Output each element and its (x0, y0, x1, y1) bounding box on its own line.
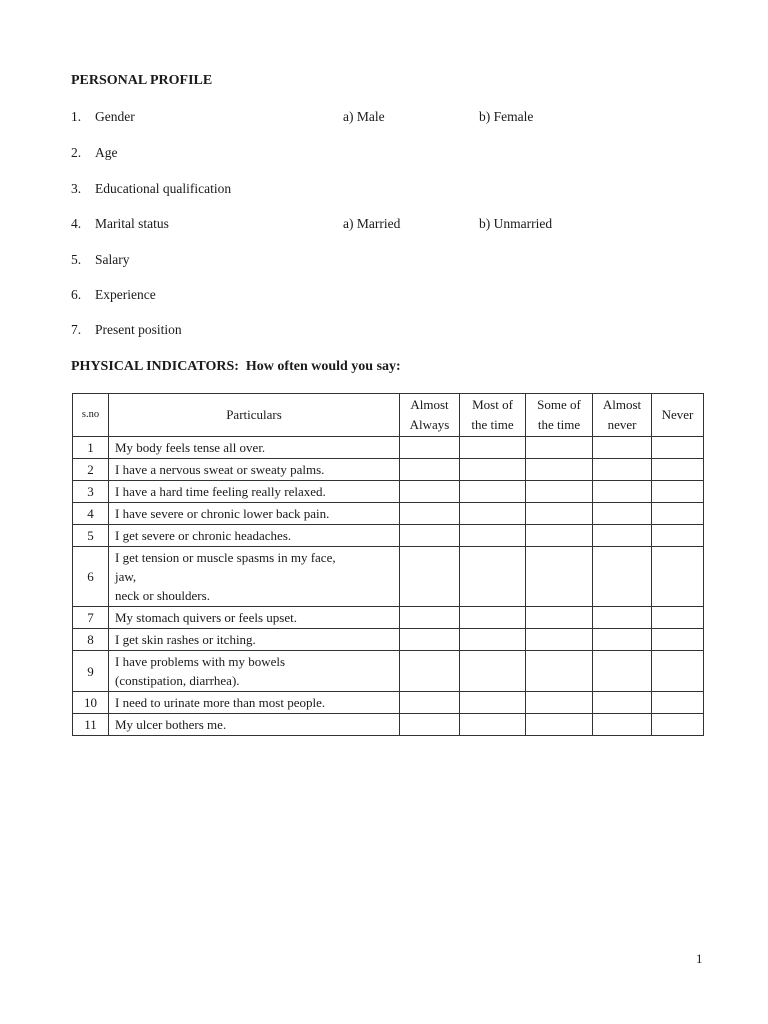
cell-some-of-the-time[interactable] (526, 503, 593, 525)
row-particular (109, 692, 400, 714)
cell-some-of-the-time[interactable] (526, 547, 593, 607)
header-almost-always (400, 394, 460, 437)
question-label: Experience (95, 287, 156, 302)
cell-some-of-the-time[interactable] (526, 651, 593, 692)
cell-almost-always[interactable] (400, 692, 460, 714)
cell-never[interactable] (652, 692, 704, 714)
row-particular (109, 481, 400, 503)
cell-almost-never[interactable] (593, 437, 652, 459)
cell-some-of-the-time[interactable] (526, 629, 593, 651)
row-particular (109, 459, 400, 481)
cell-almost-never[interactable] (593, 459, 652, 481)
cell-almost-always[interactable] (400, 503, 460, 525)
cell-most-of-the-time[interactable] (460, 651, 526, 692)
row-particular (109, 547, 400, 607)
cell-most-of-the-time[interactable] (460, 437, 526, 459)
question-age (0, 145, 768, 161)
particular-line: I have a nervous sweat or sweaty palms. (115, 462, 325, 477)
particular-line: I have a hard time feeling really relaxed. (115, 484, 326, 499)
header-line: never (607, 417, 637, 432)
page-number: 1 (696, 951, 703, 966)
header-sno: s.no (73, 394, 109, 437)
question-salary (0, 252, 768, 268)
cell-never[interactable] (652, 714, 704, 736)
header-most-of-the-time (460, 394, 526, 437)
option-married[interactable]: a) Married (343, 216, 401, 231)
header-particulars: Particulars (109, 394, 400, 437)
table-row (73, 651, 704, 692)
header-never: Never (652, 394, 704, 437)
row-number: 9 (73, 651, 109, 692)
particular-line: I get tension or muscle spasms in my face, (115, 550, 336, 565)
cell-almost-never[interactable] (593, 629, 652, 651)
cell-most-of-the-time[interactable] (460, 629, 526, 651)
row-number: 8 (73, 629, 109, 651)
question-number: 7. (71, 322, 82, 337)
cell-never[interactable] (652, 547, 704, 607)
row-particular (109, 714, 400, 736)
cell-most-of-the-time[interactable] (460, 607, 526, 629)
cell-almost-always[interactable] (400, 629, 460, 651)
header-line: the time (471, 417, 514, 432)
question-number: 2. (71, 145, 82, 160)
physical-indicators-heading (71, 359, 401, 375)
cell-some-of-the-time[interactable] (526, 714, 593, 736)
particular-line: I have severe or chronic lower back pain. (115, 506, 330, 521)
cell-some-of-the-time[interactable] (526, 481, 593, 503)
row-particular (109, 651, 400, 692)
row-number: 7 (73, 607, 109, 629)
cell-never[interactable] (652, 607, 704, 629)
question-experience (0, 287, 768, 303)
cell-almost-always[interactable] (400, 714, 460, 736)
header-line: Most of (472, 397, 513, 412)
particular-line: jaw, (115, 569, 137, 584)
table-row (73, 629, 704, 651)
row-number: 10 (73, 692, 109, 714)
particular-line: My ulcer bothers me. (115, 717, 227, 732)
table-row (73, 692, 704, 714)
cell-most-of-the-time[interactable] (460, 692, 526, 714)
row-particular (109, 607, 400, 629)
cell-some-of-the-time[interactable] (526, 459, 593, 481)
cell-almost-never[interactable] (593, 692, 652, 714)
header-line: Always (409, 417, 450, 432)
row-number: 11 (73, 714, 109, 736)
cell-almost-always[interactable] (400, 525, 460, 547)
row-particular (109, 437, 400, 459)
table-row (73, 503, 704, 525)
question-label: Educational qualification (95, 181, 232, 196)
table-row (73, 607, 704, 629)
row-particular (109, 629, 400, 651)
row-number: 2 (73, 459, 109, 481)
row-particular (109, 503, 400, 525)
question-number: 6. (71, 287, 82, 302)
cell-some-of-the-time[interactable] (526, 692, 593, 714)
particular-line: I get skin rashes or itching. (115, 632, 256, 647)
cell-some-of-the-time[interactable] (526, 437, 593, 459)
table-row (73, 481, 704, 503)
table-row (73, 547, 704, 607)
question-number: 1. (71, 109, 82, 124)
row-number: 3 (73, 481, 109, 503)
cell-almost-always[interactable] (400, 437, 460, 459)
cell-some-of-the-time[interactable] (526, 607, 593, 629)
particular-line: (constipation, diarrhea). (115, 673, 240, 688)
question-label: Salary (95, 252, 130, 267)
row-particular (109, 525, 400, 547)
cell-never[interactable] (652, 651, 704, 692)
section-title: PHYSICAL INDICATORS: (71, 359, 239, 374)
option-female[interactable]: b) Female (479, 109, 534, 124)
question-number: 3. (71, 181, 82, 196)
table-row (73, 525, 704, 547)
cell-most-of-the-time[interactable] (460, 481, 526, 503)
particular-line: neck or shoulders. (115, 588, 210, 603)
question-label: Marital status (95, 216, 169, 231)
question-education (0, 181, 768, 197)
header-some-of-the-time (526, 394, 593, 437)
cell-some-of-the-time[interactable] (526, 525, 593, 547)
physical-indicators-table (72, 393, 704, 736)
particular-line: My body feels tense all over. (115, 440, 266, 455)
cell-almost-never[interactable] (593, 547, 652, 607)
question-gender (0, 109, 768, 125)
table-row (73, 459, 704, 481)
row-number: 4 (73, 503, 109, 525)
table-row (73, 437, 704, 459)
cell-never[interactable] (652, 525, 704, 547)
table-header-row (73, 394, 704, 437)
cell-almost-always[interactable] (400, 547, 460, 607)
particular-line: I need to urinate more than most people. (115, 695, 326, 710)
cell-almost-always[interactable] (400, 651, 460, 692)
question-label: Gender (95, 109, 135, 124)
header-line: the time (537, 417, 581, 432)
header-almost-never (593, 394, 652, 437)
cell-never[interactable] (652, 437, 704, 459)
question-marital-status (0, 216, 768, 232)
table-row (73, 714, 704, 736)
cell-almost-never[interactable] (593, 651, 652, 692)
cell-never[interactable] (652, 503, 704, 525)
row-number: 1 (73, 437, 109, 459)
cell-almost-always[interactable] (400, 481, 460, 503)
cell-never[interactable] (652, 459, 704, 481)
section-subtitle: How often would you say: (245, 359, 401, 374)
question-label: Age (95, 145, 118, 160)
cell-almost-never[interactable] (593, 503, 652, 525)
cell-almost-always[interactable] (400, 459, 460, 481)
cell-most-of-the-time[interactable] (460, 547, 526, 607)
question-present-position (0, 322, 768, 338)
header-line: Almost (410, 397, 449, 412)
particular-line: My stomach quivers or feels upset. (115, 610, 297, 625)
option-unmarried[interactable]: b) Unmarried (479, 216, 553, 231)
cell-almost-never[interactable] (593, 714, 652, 736)
cell-almost-always[interactable] (400, 607, 460, 629)
header-line: Almost (602, 397, 642, 412)
particular-line: I get severe or chronic headaches. (115, 528, 292, 543)
cell-most-of-the-time[interactable] (460, 503, 526, 525)
cell-almost-never[interactable] (593, 525, 652, 547)
cell-almost-never[interactable] (593, 481, 652, 503)
cell-most-of-the-time[interactable] (460, 714, 526, 736)
particular-line: I have problems with my bowels (115, 654, 286, 669)
cell-almost-never[interactable] (593, 607, 652, 629)
question-label: Present position (95, 322, 182, 337)
question-number: 5. (71, 252, 82, 267)
personal-profile-heading: PERSONAL PROFILE (71, 73, 213, 88)
question-number: 4. (71, 216, 82, 231)
row-number: 6 (73, 547, 109, 607)
cell-most-of-the-time[interactable] (460, 459, 526, 481)
option-male[interactable]: a) Male (343, 109, 385, 124)
cell-most-of-the-time[interactable] (460, 525, 526, 547)
header-line: Some of (537, 397, 581, 412)
row-number: 5 (73, 525, 109, 547)
cell-never[interactable] (652, 629, 704, 651)
cell-never[interactable] (652, 481, 704, 503)
